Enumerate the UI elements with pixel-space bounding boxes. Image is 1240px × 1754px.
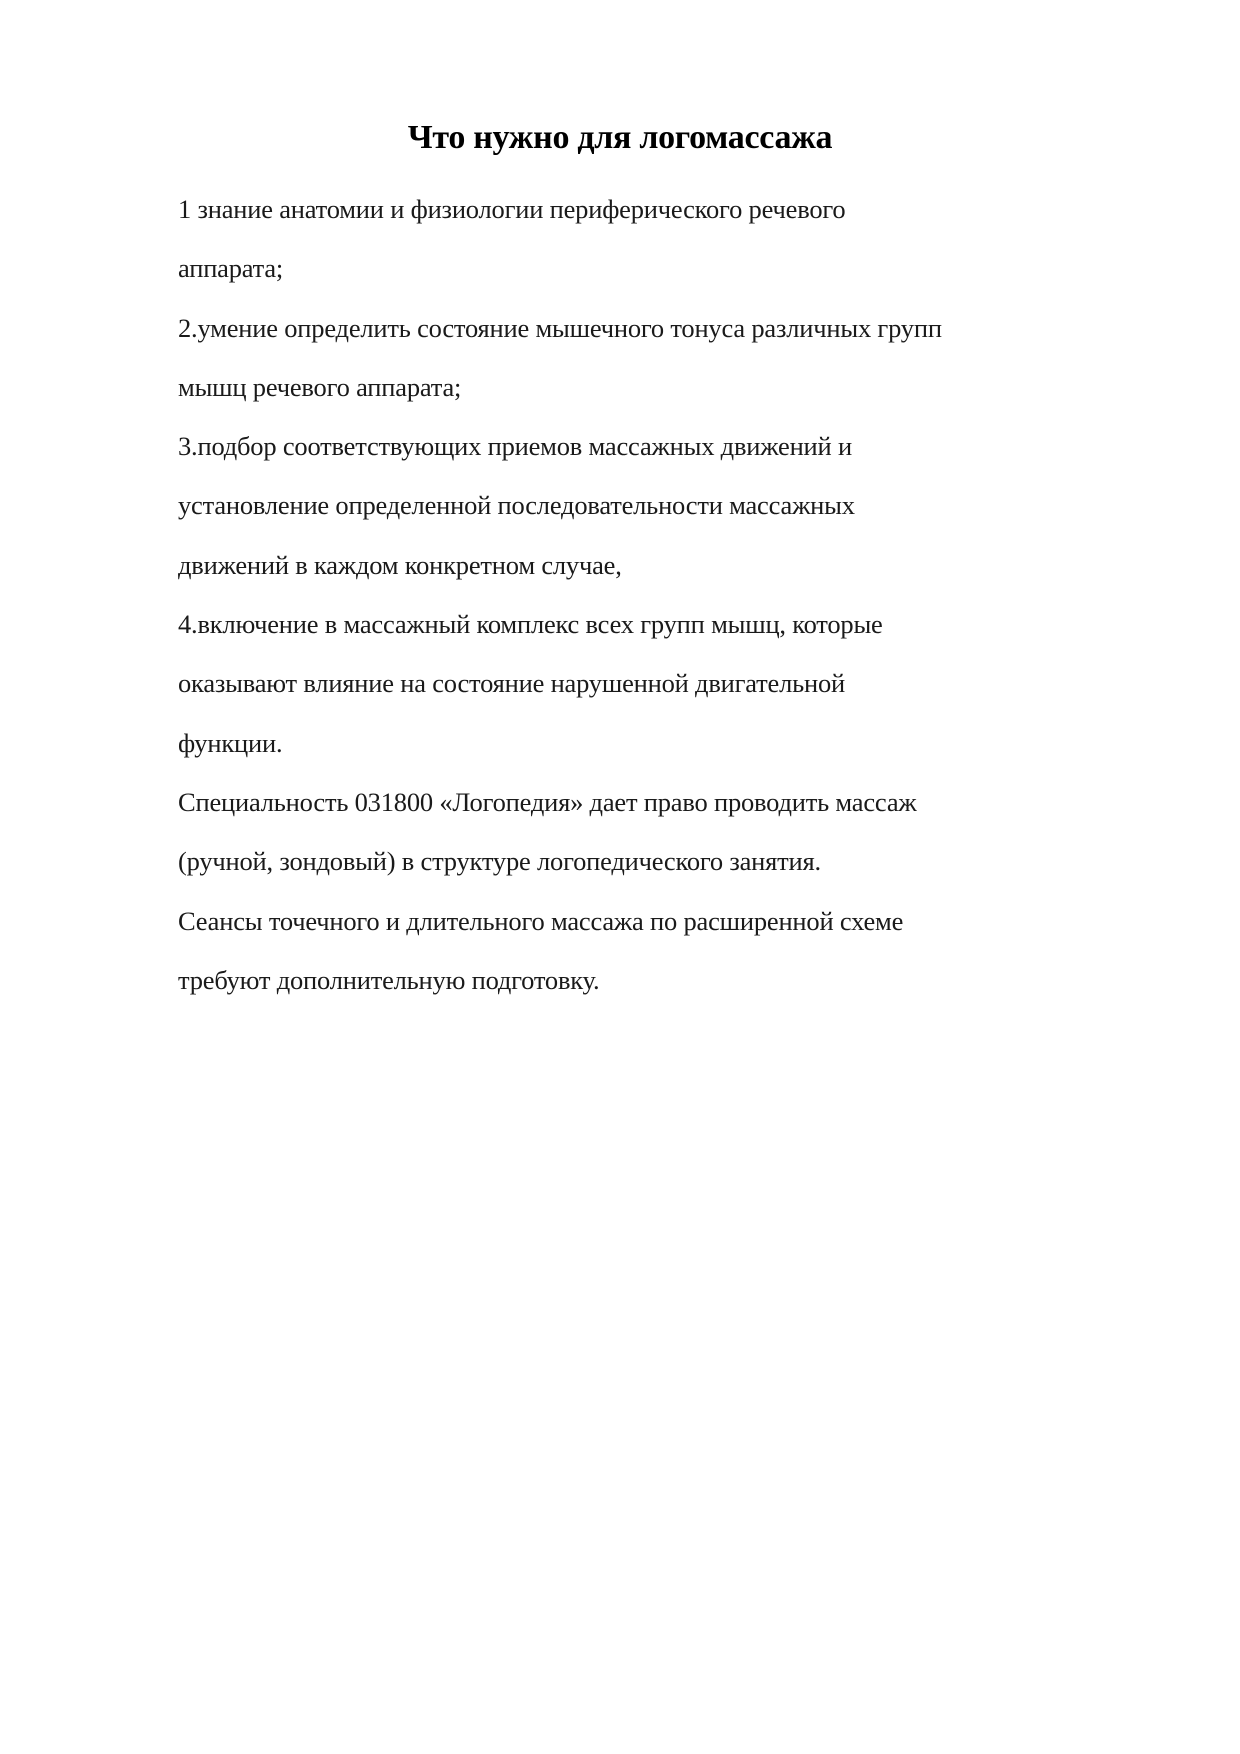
text-line: Специальность 031800 «Логопедия» дает право проводить массаж: [178, 786, 917, 817]
page-title: Что нужно для логомассажа: [407, 119, 833, 156]
document-body: [178, 180, 1078, 1010]
text-line: мышц речевого аппарата;: [178, 371, 462, 402]
text-line: движений в каждом конкретном случае,: [178, 549, 622, 580]
text-line: аппарата;: [178, 253, 284, 284]
text-line: 2.умение определить состояние мышечного тонуса различных групп: [178, 312, 942, 343]
text-line: 3.подбор соответствующих приемов массажных движений и: [178, 431, 852, 462]
text-line: 4.включение в массажный комплекс всех групп мышц, которые: [178, 609, 883, 640]
text-line: 1 знание анатомии и физиологии периферического речевого: [178, 194, 846, 224]
text-line: Сеансы точечного и длительного массажа по расширенной схеме: [178, 905, 904, 936]
text-line: установление определенной последовательности массажных: [178, 490, 855, 521]
text-line: требуют дополнительную подготовку.: [178, 964, 600, 995]
text-line: оказывают влияние на состояние нарушенной двигательной: [178, 668, 846, 699]
text-line: функции.: [178, 727, 283, 758]
text-line: (ручной, зондовый) в структуре логопедического занятия.: [178, 846, 821, 877]
